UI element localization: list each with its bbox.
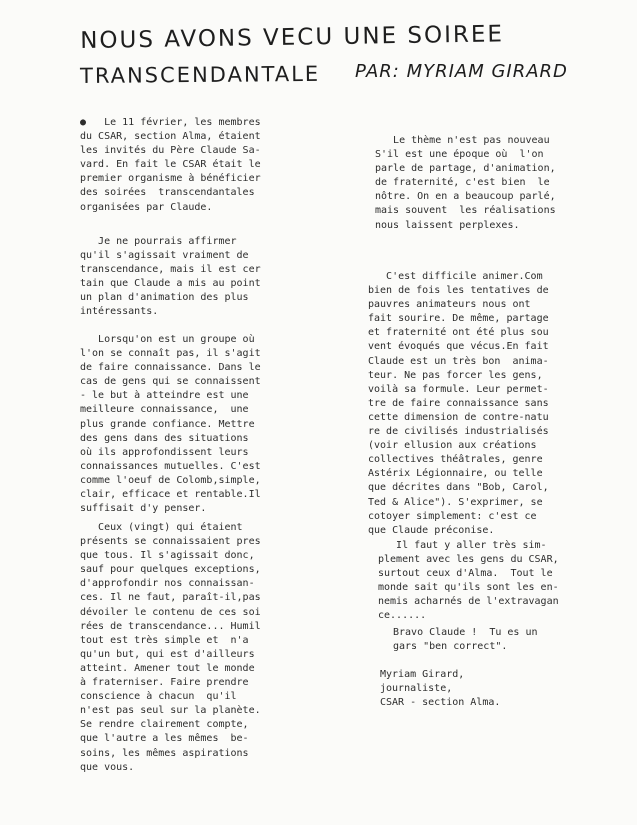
right-paragraph-1: Le thème n'est pas nouveau S'il est une époque où l'on parle de partage, d'animation, de fraternité, c'est bien le nôtre. On en a beaucoup parlé, mais souvent les réalisations nous laissent perplexes. <box>375 135 556 231</box>
left-paragraph-3: Lorsqu'on est un groupe où l'on se connaît pas, il s'agit de faire connaissance. Dans le cas de gens qui se connaissent - le but à atteindre est une meilleure connaissance, une plus grande confiance. Mettre des gens dans des situations où ils approfondissent leurs connaissances mutuelles. C'est comme l'oeuf de Colomb,simple, clair, efficace et rentable.Il suffisait d'y penser. <box>80 334 261 515</box>
article-title-line2: TRANSCENDANTALE <box>80 61 321 88</box>
left-paragraph-4: Ceux (vingt) qui étaient présents se connaissaient pres que tous. Il s'agissait donc, sauf pour quelques exceptions, d'approfondir nos connaissan- ces. Il ne faut, paraît-il,pas dévoiler le contenu de ces soi rées de transcendance... Humil tout est très simple et n'a qu'un but, qui est d'ailleurs atteint. Amener tout le monde à fraterniser. Faire prendre conscience à chacun qu'il n'est pas seul sur la planète. Se rendre clairement compte, que l'autre a les mêmes be- soins, les mêmes aspirations que vous. <box>80 522 261 773</box>
right-paragraph-2: C'est difficile animer.Com bien de fois les tentatives de pauvres animateurs nous ont fait sourire. De même, partage et fraternité ont été plus sou vent évoqués que vécus.En fait Claude est un très bon anima- teur. Ne pas forcer les gens, voilà sa formule. Leur permet- tre de faire connaissance sans cette dimension de contre-natu re de civilisés industrialisés (voir ellusion aux créations collectives théâtrales, genre Astérix Légionnaire, ou telle que décrites dans "Bob, Carol, Ted & Alice"). S'exprimer, se cotoyer simplement: c'est ce que Claude préconise. <box>368 271 549 536</box>
left-paragraph-1: ● Le 11 février, les membres du CSAR, section Alma, étaient les invités du Père Claude Sa- vard. En fait le CSAR était le premier organisme à bénéficier des soirées transcendantales organisées par Claude. <box>80 117 261 213</box>
right-paragraph-3: Il faut y aller très sim- plement avec les gens du CSAR, surtout ceux d'Alma. Tout le monde sait qu'ils sont les en- nemis acharnés de l'extravagan ce...... <box>378 540 559 622</box>
right-paragraph-4: Bravo Claude ! Tu es un gars "ben correct". <box>393 627 538 653</box>
article-byline: PAR: MYRIAM GIRARD <box>355 61 568 82</box>
signature-block: Myriam Girard, journaliste, CSAR - section Alma. <box>380 669 501 709</box>
left-paragraph-2: Je ne pourrais affirmer qu'il s'agissait vraiment de transcendance, mais il est cer tain que Claude a mis au point un plan d'animation des plus intéressants. <box>80 236 261 318</box>
article-title-line1: NOUS AVONS VECU UNE SOIREE <box>80 21 505 54</box>
